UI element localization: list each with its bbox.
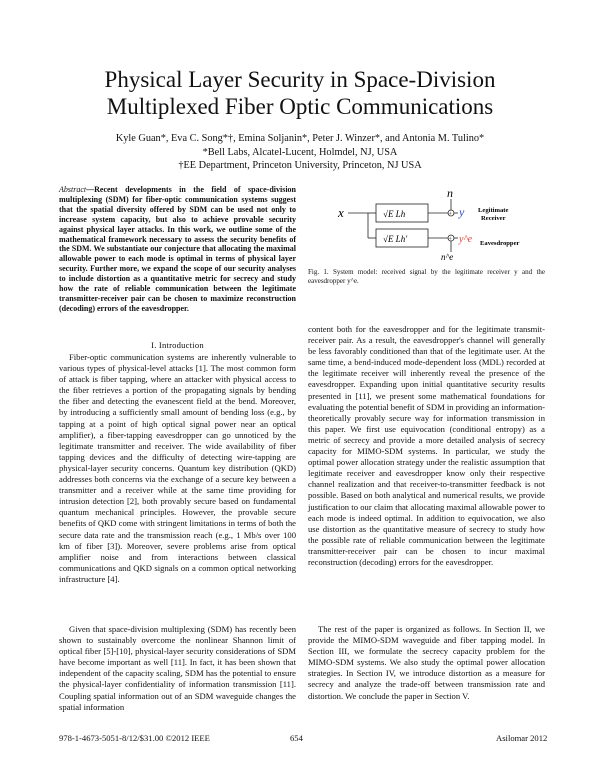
intro-paragraph-2: Given that space-division multiplexing (SDM) has recently been shown to sustainably overcome the nonlinear Shannon limit of optical fiber [5]-[10], physical-layer security considerations of SDM have become important as well [11]. In fact, it has been shown that independent of the capacity scaling, SDM has the potential to ensure the physical-layer confidentiality of information transmission [11]. Coupling spatial information out of an SDM waveguide changes the spatial information [59,624,296,712]
affiliation-princeton: †EE Department, Princeton University, Princeton, NJ USA [178,160,422,171]
svg-text:+: + [448,211,452,218]
svg-text:+: + [448,236,452,243]
abstract-body: —Recent developments in the field of space-division multiplexing (SDM) for fiber-optic communication systems suggest that the spatial diversity offered by SDM can be used not only to increase system capacity, but also to achieve provable security against physical layer attacks. In this work, we outline some of the mathematical framework necessary to assess the security benefits of the SDM. We substantiate our conjecture that allocating the maximal allowable power to each mode is optimal in terms of physical layer security. Further more, we expand the scope of our security analyses to include distortion as a quantitative metric for secrecy and study how the rate of reliable communication between the legitimate transmitter-receiver pair can be chosen to maximize reconstruction (decoding) errors of the eavesdropper. [59,185,296,313]
paper-title [0,66,600,120]
figure-noise-n: n [447,186,453,200]
channel-block-eavesdropper-label: √E Lh' [383,234,408,244]
figure-output-ye: y^e [459,234,473,245]
abstract-lead: Abstract [59,185,87,194]
channel-block-legitimate-label: √E Lh [383,209,406,219]
label-legitimate: Legitimate [478,207,509,214]
footer-isbn: 978-1-4673-5051-8/12/$31.00 ©2012 IEEE [59,733,210,743]
footer-venue: Asilomar 2012 [496,733,548,743]
label-eavesdropper: Eavesdropper [480,240,520,247]
figure-output-y: y [459,205,465,219]
abstract [59,185,296,314]
intro-paragraph-1: Fiber-optic communication systems are inherently vulnerable to various types of physical-level attacks [1]. The most common form of attack is fiber tapping, where an attacker with physical access to the fiber retrieves a portion of the propagating signals by bending the fiber and detecting the evanescent field at the bend. Moreover, by introducing a sufficiently small amount of bending loss (e.g., by tapping at a point of high optical signal power near an optical amplifier), a fiber-tapping eavesdropper can go unnoticed by the legitimate transmitter and receiver. The wide availability of fiber tapping devices and the difficulty of detecting wire-tapping are physical-layer security concerns. Quantum key distribution (QKD) addresses both concerns via the exchange of a secure key between a transmitter and a receiver while at the same time providing for intrusion detection [2], both provably secure based on fundamental quantum mechanical principles. However, the provable secure benefits of QKD come with stringent limitations in terms of both the secure data rate and the transmission reach (e.g., 1 Mb/s over 100 km of fiber [3]). Moreover, severe problems arise from optical amplifier noise and from interactions between classical communications and QKD signals on a common optical networking infrastructure [4]. [59,352,296,584]
title-line-2: Multiplexed Fiber Optic Communications [106,94,494,119]
figure-noise-ne: n^e [441,252,454,262]
figure-input-x: x [338,205,344,220]
affiliation-bell-labs: *Bell Labs, Alcatel-Lucent, Holmdel, NJ, USA [202,146,398,158]
figure-caption: Fig. 1. System model: received signal by the legitimate receiver y and the eavesdropper y^e. [308,268,545,285]
author-block [0,132,600,173]
system-model-figure [308,186,548,262]
label-receiver: Receiver [481,215,506,222]
right-paragraph-2: The rest of the paper is organized as follows. In Section II, we provide the MIMO-SDM waveguide and fiber tapping model. In Section III, we formulate the secrecy capacity problem for the MIMO-SDM systems. We also study the optimal power allocation strategies. In Section IV, we introduce distortion as a measure for secrecy and analyze the trade-off between transmission rate and distortion. We conclude the paper in Section V. [308,624,545,701]
section-heading-introduction: I. Introduction [151,340,204,350]
author-list: Kyle Guan*, Eva C. Song*†, Emina Soljanin*, Peter J. Winzer*, and Antonia M. Tulino* [115,133,485,144]
title-line-1: Physical Layer Security in Space-Division [104,67,496,92]
footer-page-number: 654 [290,733,303,743]
right-paragraph-1: content both for the eavesdropper and for the legitimate transmit-receiver pair. As a result, the eavesdropper's channel will generally be less favorably conditioned than that of the legitimate user. At the same time, a bend-induced mode-dependent loss (MDL) recorded at the legitimate receiver will inherently reveal the presence of the eavesdropper. Expanding upon initial quantitative security results presented in [11], we present some mathematical foundations for evaluating the potential benefit of SDM in providing an information-theoretically provably secure way for information transmission in this paper. We first use equivocation (conditional entropy) as a metric of secrecy and provide a more detailed analysis of secrecy capacity for MIMO-SDM systems. In particular, we study the optimal power allocation strategy under the realistic assumption that legitimate receiver and eavesdropper know only their respective channel realization and that receiver-to-transmitter feedback is not possible. Based on both analytical and numerical results, we provide justification to our claim that allocating maximal allowable power to each mode is indeed optimal. In addition to equivocation, we also use distortion as the quantitative measure of secrecy to study how the possible rate of reliable communication between the legitimate transmitter-receiver pair can be chosen to incur maximal reconstruction (decoding) errors for the eavesdropper. [308,324,545,567]
